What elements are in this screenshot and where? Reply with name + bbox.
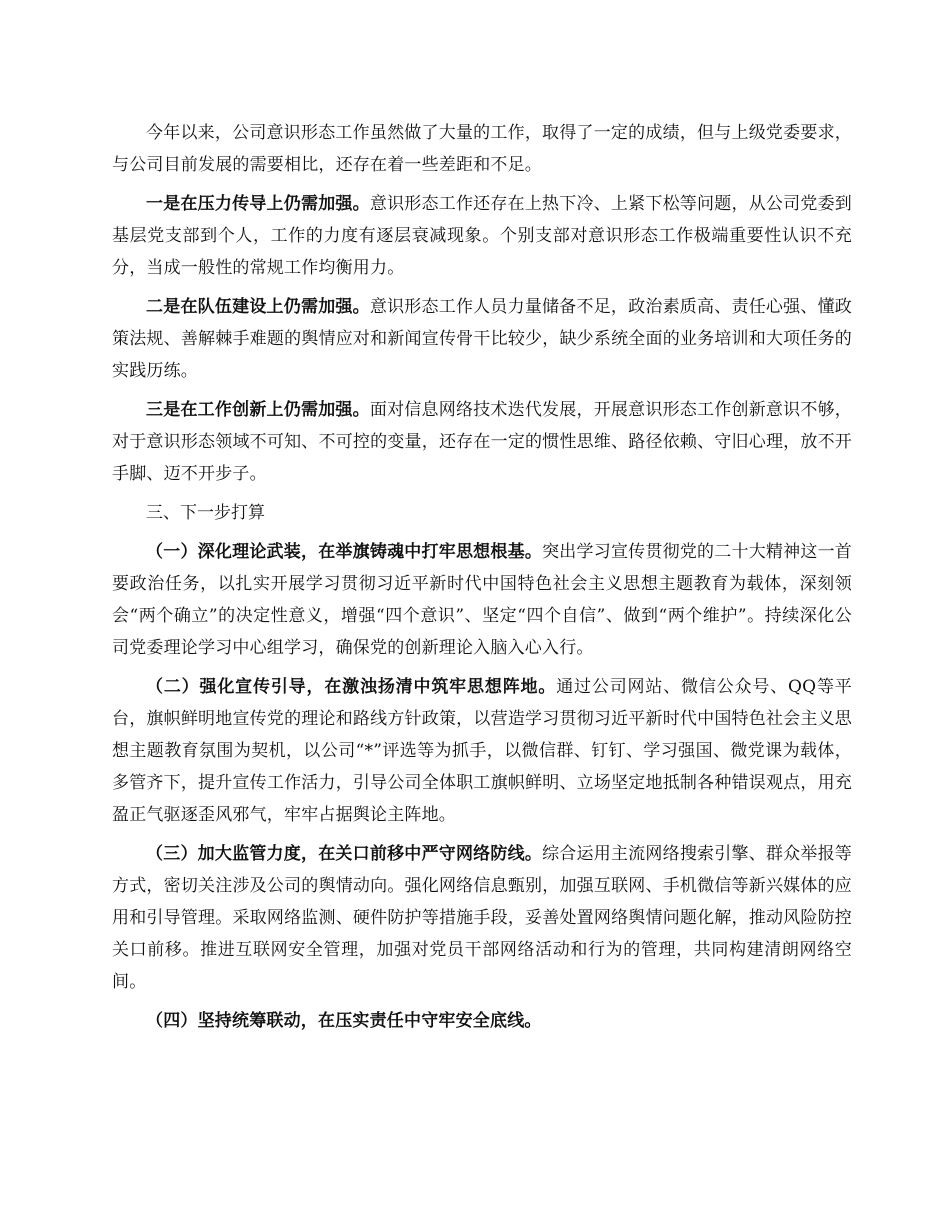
paragraph-lead: 二是在队伍建设上仍需加强。 (146, 297, 370, 317)
paragraph-text: 通过公司网站、微信公众号、QQ等平台，旗帜鲜明地宣传党的理论和路线方针政策，以营造学习贯彻习近平新时代中国特色社会主义思想主题教育氛围为契机，以公司“*”评选等为抓手，以微信群、钉钉、学习强国、微党课为载体，多管齐下，提升宣传工作活力，引导公司全体职工旗帜鲜明、立场坚定地抵制各种错误观点，用充盈正气驱逐歪风邪气，牢牢占据舆论主阵地。 (112, 677, 852, 825)
paragraph-lead: 一是在压力传导上仍需加强。 (146, 194, 370, 214)
paragraph-text: 意识形态工作还存在上热下冷、上紧下松等问题，从公司党委到基层党支部到个人，工作的力度有逐层衰减现象。个别支部对意识形态工作极端重要性认识不充分，当成一般性的常规工作均衡用力。 (112, 194, 852, 278)
paragraph-plan-4 (112, 1005, 852, 1037)
paragraph-text: 综合运用主流网络搜索引擎、群众举报等方式，密切关注涉及公司的舆情动向。强化网络信息甄别，加强互联网、手机微信等新兴媒体的应用和引导管理。采取网络监测、硬件防护等措施手段，妥善处置网络舆情问题化解，推动风险防控关口前移。推进互联网安全管理，加强对党员干部网络活动和行为的管理，共同构建清朗网络空间。 (112, 844, 852, 992)
paragraph-lead: （二）强化宣传引导，在激浊扬清中筑牢思想阵地。 (146, 677, 557, 697)
paragraph-lead: 三是在工作创新上仍需加强。 (146, 400, 370, 420)
paragraph-text: 今年以来，公司意识形态工作虽然做了大量的工作，取得了一定的成绩，但与上级党委要求，与公司目前发展的需要相比，还存在着一些差距和不足。 (112, 123, 852, 175)
paragraph-intro (112, 117, 852, 181)
document-page (112, 117, 852, 1044)
section-heading (112, 497, 852, 529)
paragraph-lead: （一）深化理论武装，在举旗铸魂中打牢思想根基。 (146, 542, 543, 562)
paragraph-text: 意识形态工作人员力量储备不足，政治素质高、责任心强、懂政策法规、善解棘手难题的舆情应对和新闻宣传骨干比较少，缺少系统全面的业务培训和大项任务的实践历练。 (112, 297, 852, 381)
paragraph-issue-3 (112, 394, 852, 490)
paragraph-text: 突出学习宣传贯彻党的二十大精神这一首要政治任务，以扎实开展学习贯彻习近平新时代中国特色社会主义思想主题教育为载体，深刻领会“两个确立”的决定性意义，增强“四个意识”、坚定“四个自信”、做到“两个维护”。持续深化公司党委理论学习中心组学习，确保党的创新理论入脑入心入行。 (112, 542, 852, 658)
paragraph-plan-1 (112, 536, 852, 664)
paragraph-lead: （四）坚持统筹联动，在压实责任中守牢安全底线。 (146, 1011, 542, 1031)
section-heading-text: 三、下一步打算 (146, 503, 265, 523)
paragraph-plan-2 (112, 671, 852, 831)
paragraph-text: 面对信息网络技术迭代发展，开展意识形态工作创新意识不够，对于意识形态领域不可知、不可控的变量，还存在一定的惯性思维、路径依赖、守旧心理，放不开手脚、迈不开步子。 (112, 400, 852, 484)
paragraph-plan-3 (112, 838, 852, 998)
paragraph-issue-1 (112, 188, 852, 284)
paragraph-lead: （三）加大监管力度，在关口前移中严守网络防线。 (146, 844, 543, 864)
paragraph-issue-2 (112, 291, 852, 387)
